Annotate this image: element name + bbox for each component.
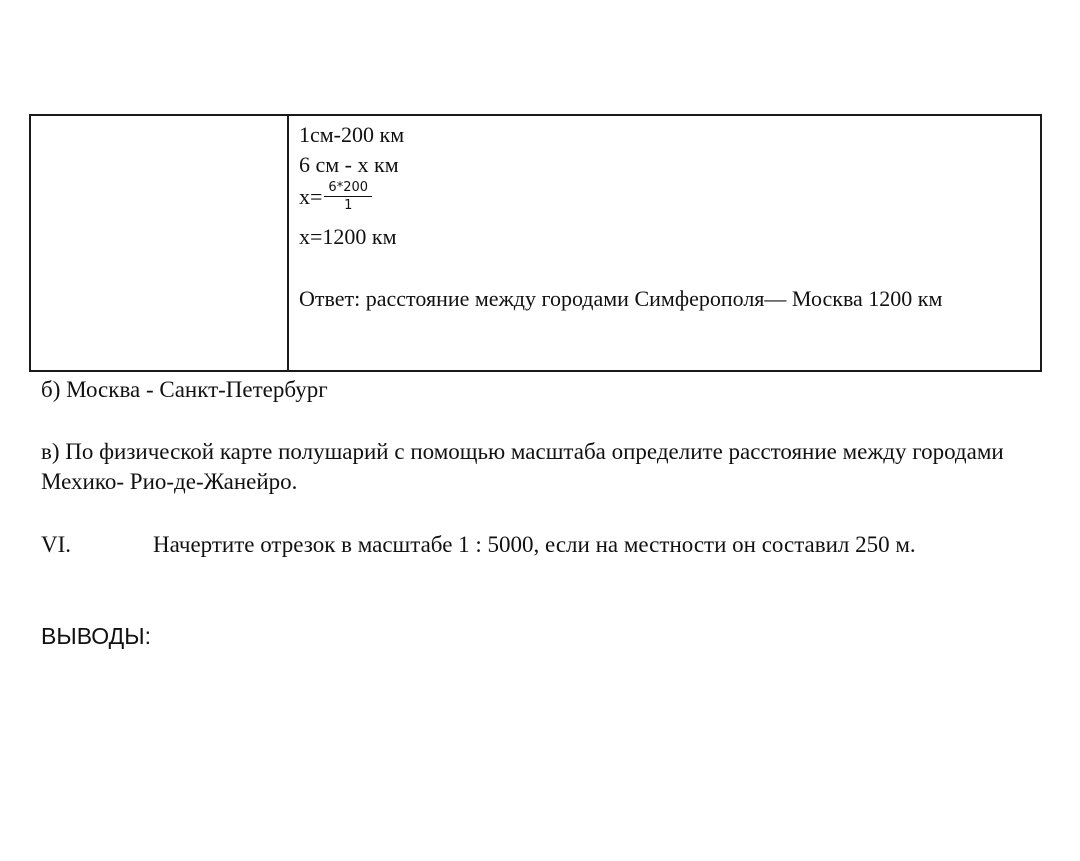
- solution-answer: Ответ: расстояние между городами Симферополя— Москва 1200 км: [299, 286, 943, 311]
- table-cell-solution: [289, 116, 1040, 370]
- task-v: в) По физической карте полушарий с помощью масштаба определите расстояние между городами Мехико- Рио-де-Жанейро.: [41, 439, 1004, 494]
- task-b: б) Москва - Санкт-Петербург: [41, 377, 328, 402]
- conclusions-heading: ВЫВОДЫ:: [41, 623, 151, 649]
- fraction-denominator: 1: [344, 198, 353, 213]
- solution-formula: [299, 180, 372, 213]
- task-vi-number: VI.: [41, 532, 72, 557]
- solution-line-scale: 1см-200 км: [299, 122, 405, 147]
- formula-prefix: x=: [299, 183, 323, 209]
- task-vi: [41, 530, 1041, 560]
- solution-line-proportion: 6 см - x км: [299, 152, 399, 177]
- table-cell-empty: [31, 116, 289, 370]
- solution-result: x=1200 км: [299, 224, 397, 249]
- solution-table: [29, 114, 1042, 372]
- formula-fraction: [324, 180, 372, 213]
- fraction-numerator: 6*200: [324, 180, 372, 197]
- task-vi-text: Начертите отрезок в масштабе 1 : 5000, если на местности он составил 250 м.: [153, 532, 916, 557]
